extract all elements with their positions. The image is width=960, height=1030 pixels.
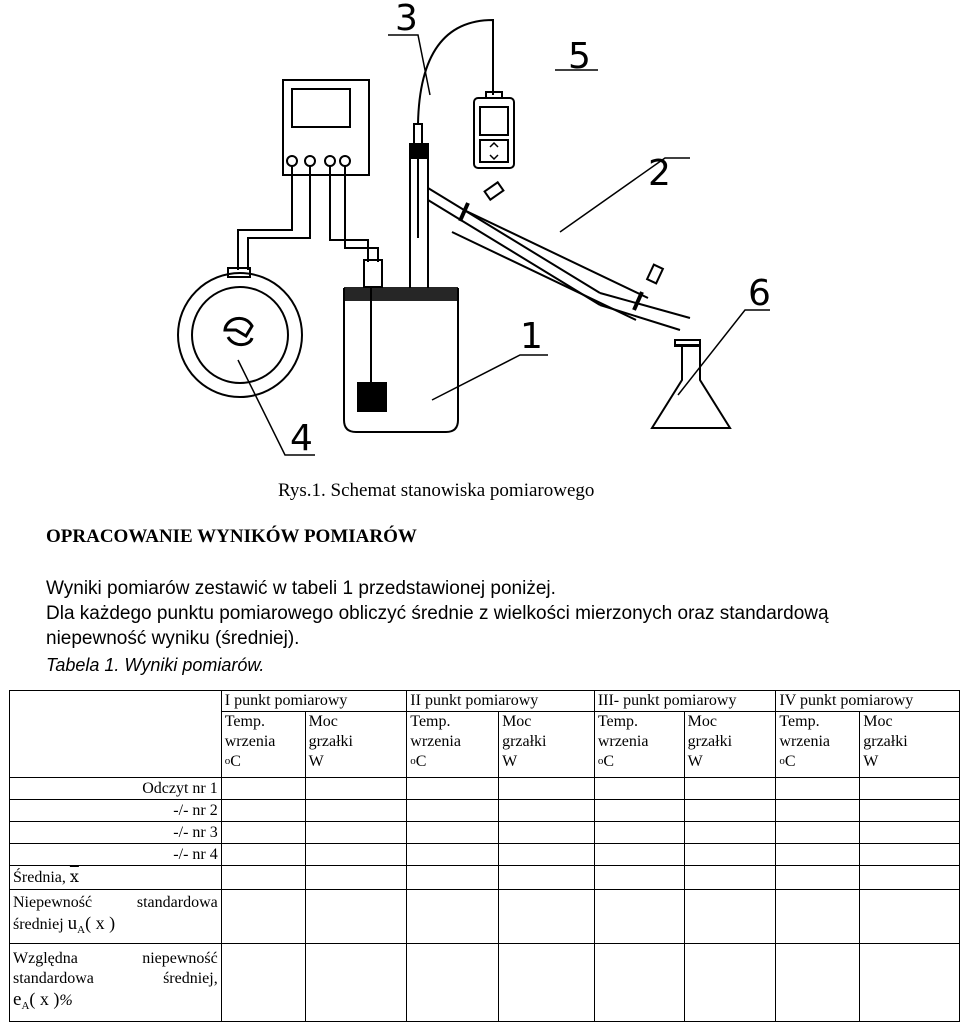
dial-inner <box>192 287 288 383</box>
label-2: 2 <box>648 153 671 194</box>
apparatus-diagram <box>0 0 960 470</box>
figure-caption: Rys.1. Schemat stanowiska pomiarowego <box>278 480 595 501</box>
label-4: 4 <box>290 418 313 459</box>
heater-coil <box>358 383 386 411</box>
flask <box>652 345 730 428</box>
group-header-4: IV punkt pomiarowy <box>776 691 960 712</box>
row-label-reading-1: Odczyt nr 1 <box>10 778 222 800</box>
row-label-relative-uncertainty: Względna niepewność standardowa średniej, $e_A$( x )% <box>10 944 222 1022</box>
section-heading: OPRACOWANIE WYNIKÓW POMIARÓW <box>46 526 417 547</box>
table-row <box>10 822 960 844</box>
dial-outer <box>178 273 302 397</box>
col-power-1: Moc grzałki W <box>305 712 407 778</box>
label-1: 1 <box>520 316 543 357</box>
results-table <box>9 690 960 1022</box>
row-label-mean: Średnia, $\overline{x}$ <box>10 866 222 890</box>
row-label-reading-4: -/- nr 4 <box>10 844 222 866</box>
instruction-line-1: Wyniki pomiarów zestawić w tabeli 1 przedstawionej poniżej. <box>46 578 556 599</box>
label-3: 3 <box>395 0 418 39</box>
table-row <box>10 890 960 944</box>
col-power-4: Moc grzałki W <box>860 712 960 778</box>
group-header-3: III- punkt pomiarowy <box>594 691 776 712</box>
col-power-3: Moc grzałki W <box>684 712 776 778</box>
table-row <box>10 800 960 822</box>
row-label-uncertainty: Niepewność standardowa średniej $u_A$( x ) <box>10 890 222 944</box>
table-row <box>10 944 960 1022</box>
instruction-line-2: Dla każdego punktu pomiarowego obliczyć średnie z wielkości mierzonych oraz standardową <box>46 603 829 624</box>
corner-cell <box>10 691 222 778</box>
row-label-reading-2: -/- nr 2 <box>10 800 222 822</box>
col-temp-1: Temp. wrzenia $^o$C <box>221 712 305 778</box>
col-temp-4: Temp. wrzenia $^o$C <box>776 712 860 778</box>
table-row <box>10 778 960 800</box>
label-6: 6 <box>748 273 771 314</box>
label-5: 5 <box>568 36 591 77</box>
table-caption: Tabela 1. Wyniki pomiarów. <box>46 655 265 675</box>
group-header-2: II punkt pomiarowy <box>407 691 595 712</box>
col-temp-3: Temp. wrzenia $^o$C <box>594 712 684 778</box>
instruction-line-3: niepewność wyniku (średniej). <box>46 628 300 649</box>
col-temp-2: Temp. wrzenia $^o$C <box>407 712 499 778</box>
group-header-1: I punkt pomiarowy <box>221 691 407 712</box>
table-row <box>10 866 960 890</box>
controller-display <box>292 89 350 127</box>
col-power-2: Moc grzałki W <box>499 712 595 778</box>
table-row <box>10 844 960 866</box>
row-label-reading-3: -/- nr 3 <box>10 822 222 844</box>
